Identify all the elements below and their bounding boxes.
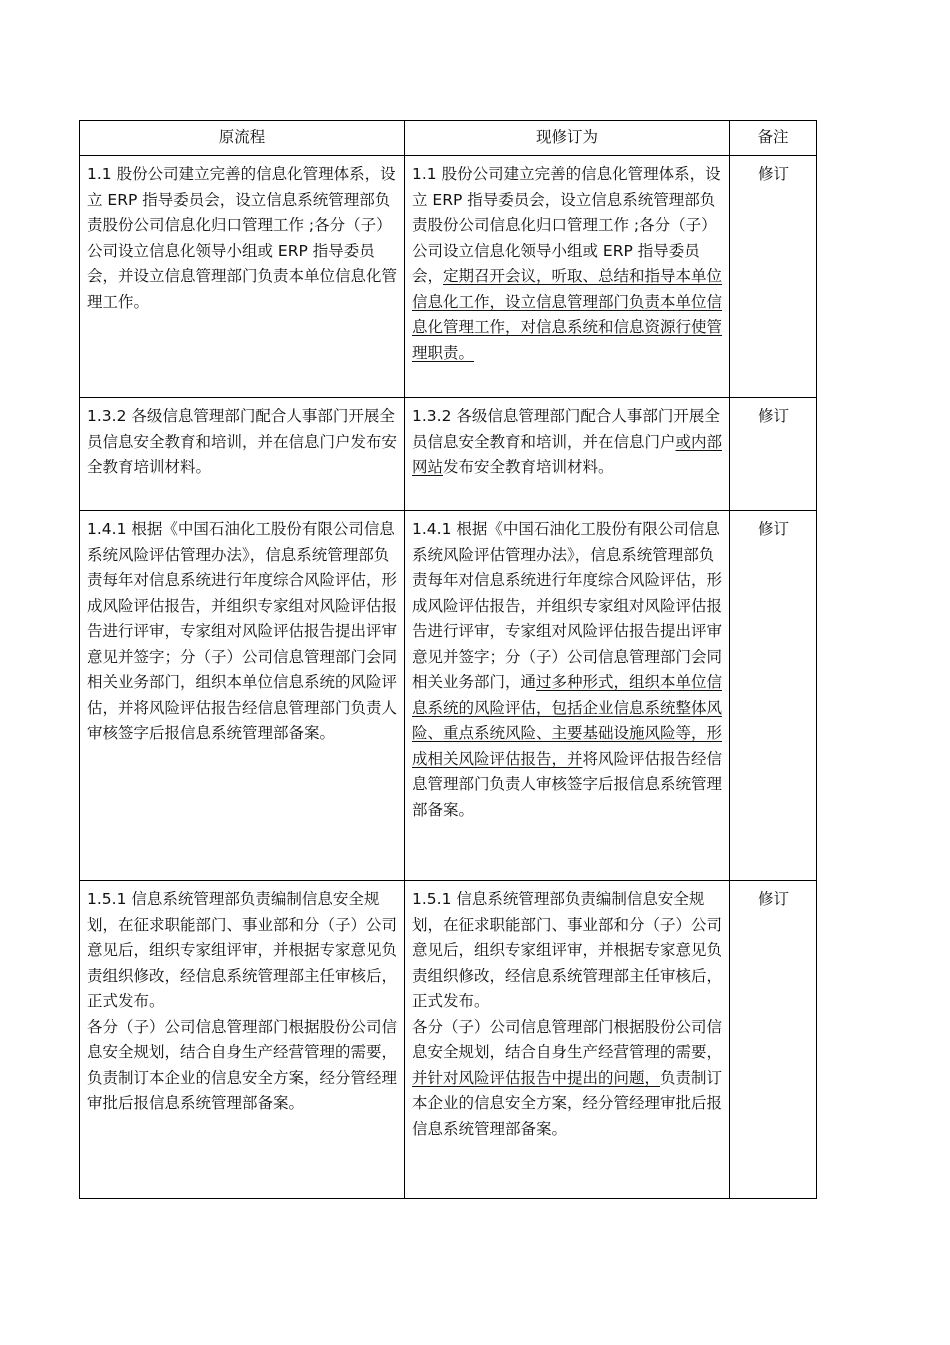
inserted-text: 过多种形式，组织本单位信息系统的风险评估，包括企业信息系统整体风险、重点系统风险、主要基础设施风险等，形成相关风险评估报告，并: [412, 673, 723, 768]
table-row: [80, 881, 817, 1199]
inserted-text: 定期召开会议，听取、总结和指导本单位信息化工作，设立信息管理部门负责本单位信息化管理工作，对信息系统和信息资源行使管理职责。: [412, 267, 723, 362]
original-text: 各分（子）公司信息管理部门根据股份公司信息安全规划，结合自身生产经营管理的需要，负责制订本企业的信息安全方案，经分管经理审批后报信息系统管理部备案。: [87, 1017, 398, 1112]
original-text: 1.3.2 各级信息管理部门配合人事部门开展全员信息安全教育和培训，并在信息门户发布安全教育培训材料。: [87, 407, 398, 476]
header-original: 原流程: [80, 121, 405, 156]
revised-cell: [405, 511, 730, 881]
revised-text: [412, 162, 723, 366]
original-cell: [80, 156, 405, 398]
unchanged-text: 各分（子）公司信息管理部门根据股份公司信息安全规划，结合自身生产经营管理的需要，: [412, 1017, 723, 1061]
inserted-text: 或内部网站: [412, 432, 723, 476]
original-cell: [80, 398, 405, 511]
revised-text: [412, 1015, 723, 1143]
table-row: [80, 156, 817, 398]
original-cell: [80, 511, 405, 881]
unchanged-text: 将风险评估报告经信息管理部门负责人审核签字后报信息系统管理部备案。: [412, 749, 723, 819]
revised-intro-text: 1.5.1 信息系统管理部负责编制信息安全规划，在征求职能部门、事业部和分（子）公司意见后，组织专家组评审，并根据专家意见负责组织修改，经信息系统管理部主任审核后，正式发布。: [412, 890, 723, 1010]
table-row: [80, 398, 817, 511]
note-cell: 修订: [730, 398, 817, 511]
inserted-text: 并针对风险评估报告中提出的问题，: [412, 1068, 661, 1087]
header-row: [80, 121, 817, 156]
original-cell: [80, 881, 405, 1199]
revised-cell: [405, 881, 730, 1199]
header-note: 备注: [730, 121, 817, 156]
unchanged-text: 负责制订本企业的信息安全方案，经分管经理审批后报信息系统管理部备案。: [412, 1068, 723, 1138]
unchanged-text: 发布安全教育培训材料。: [443, 458, 614, 476]
revised-cell: [405, 398, 730, 511]
table-row: [80, 511, 817, 881]
original-text: 1.1 股份公司建立完善的信息化管理体系，设立 ERP 指导委员会，设立信息系统管理部负责股份公司信息化归口管理工作 ;各分（子）公司设立信息化领导小组或 ERP 指导委员会，并设立信息管理部门负责本单位信息化管理工作。: [87, 165, 398, 311]
revised-text: [412, 404, 723, 481]
unchanged-text: 1.1 股份公司建立完善的信息化管理体系，设立 ERP 指导委员会，设立信息系统管理部负责股份公司信息化归口管理工作 ;各分（子）公司设立信息化领导小组或 ERP 指导委员会，: [412, 165, 721, 285]
revised-text: [412, 517, 723, 823]
original-text: 1.4.1 根据《中国石油化工股份有限公司信息系统风险评估管理办法》，信息系统管理部负责每年对信息系统进行年度综合风险评估，形成风险评估报告，并组织专家组对风险评估报告进行评审，专家组对风险评估报告提出评审意见并签字；分（子）公司信息管理部门会同相关业务部门，组织本单位信息系统的风险评估，并将风险评估报告经信息管理部门负责人审核签字后报信息系统管理部备案。: [87, 520, 398, 742]
unchanged-text: 1.3.2 各级信息管理部门配合人事部门开展全员信息安全教育和培训，并在信息门户: [412, 407, 720, 451]
note-cell: 修订: [730, 156, 817, 398]
note-cell: 修订: [730, 881, 817, 1199]
note-cell: 修订: [730, 511, 817, 881]
original-text: 1.5.1 信息系统管理部负责编制信息安全规划，在征求职能部门、事业部和分（子）公司意见后，组织专家组评审，并根据专家意见负责组织修改，经信息系统管理部主任审核后，正式发布。: [87, 890, 398, 1010]
header-revised: 现修订为: [405, 121, 730, 156]
revised-cell: [405, 156, 730, 398]
unchanged-text: 1.4.1 根据《中国石油化工股份有限公司信息系统风险评估管理办法》，信息系统管理部负责每年对信息系统进行年度综合风险评估，形成风险评估报告，并组织专家组对风险评估报告进行评审，专家组对风险评估报告提出评审意见并签字；分（子）公司信息管理部门会同相关业务部门，通: [412, 520, 723, 691]
revision-table: [79, 120, 817, 1199]
